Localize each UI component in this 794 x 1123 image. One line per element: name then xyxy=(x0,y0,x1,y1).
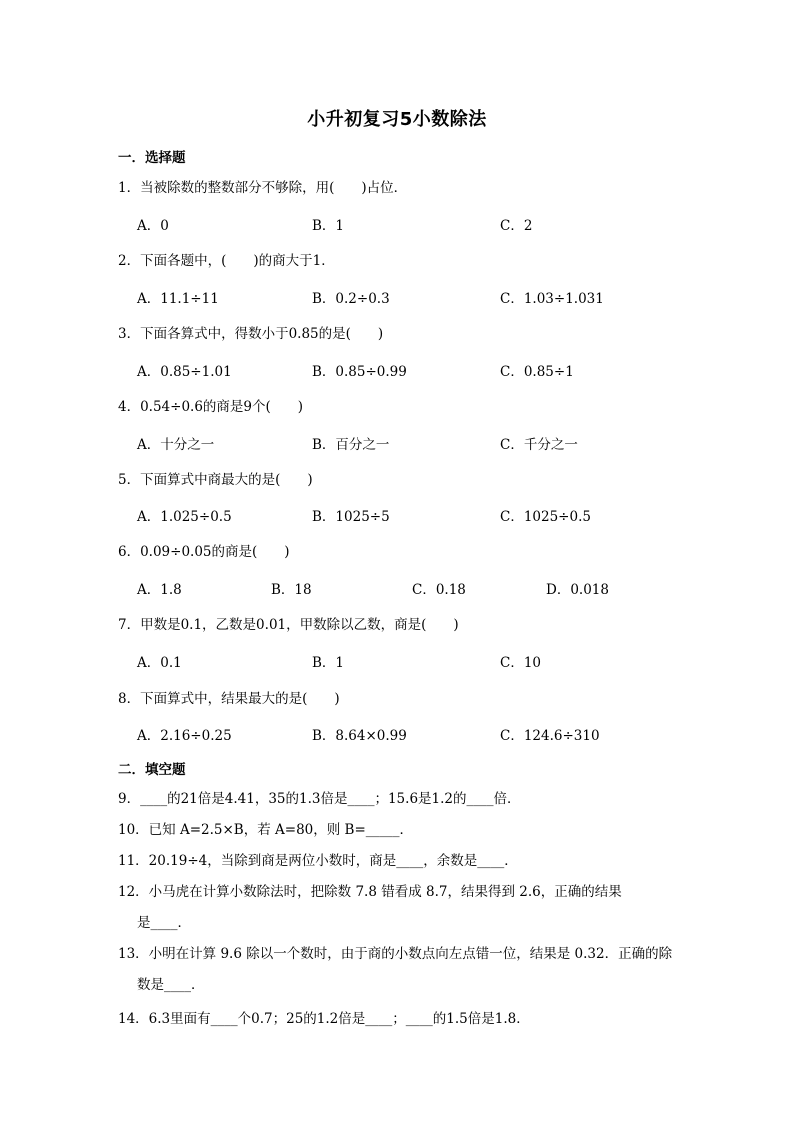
option-b[interactable]: B．1 xyxy=(312,218,345,234)
fill-question: 11．20.19÷4，当除到商是两位小数时，商是____，余数是____． xyxy=(118,853,518,869)
option-a[interactable]: A．1.025÷0.5 xyxy=(137,509,232,525)
question-stem: 7．甲数是0.1，乙数是0.01，甲数除以乙数，商是( ) xyxy=(118,617,459,633)
option-b[interactable]: B．百分之一 xyxy=(312,437,390,453)
option-c[interactable]: C．1.03÷1.031 xyxy=(500,291,604,307)
question-stem: 5．下面算式中商最大的是( ) xyxy=(118,472,313,488)
option-c[interactable]: C．千分之一 xyxy=(500,437,578,453)
page-title: 小升初复习5小数除法 xyxy=(307,109,487,130)
option-b[interactable]: B．0.85÷0.99 xyxy=(312,364,407,380)
fill-question: 12．小马虎在计算小数除法时，把除数 7.8 错看成 8.7，结果得到 2.6，正确的结果 xyxy=(118,884,622,900)
fill-question: 10．已知 A=2.5×B，若 A=80，则 B=_____． xyxy=(118,822,414,838)
option-c[interactable]: C．0.18 xyxy=(412,582,466,598)
fill-question: 14．6.3里面有____个0.7；25的1.2倍是____；____的1.5倍是1.8． xyxy=(118,1011,530,1027)
option-c[interactable]: C．2 xyxy=(500,218,533,234)
option-a[interactable]: A．0.1 xyxy=(137,655,182,671)
fill-question: 13．小明在计算 9.6 除以一个数时，由于商的小数点向左点错一位，结果是 0.32．正确的除 xyxy=(118,946,673,962)
question-stem: 8．下面算式中，结果最大的是( ) xyxy=(118,691,340,707)
option-c[interactable]: C．10 xyxy=(500,655,542,671)
option-b[interactable]: B．0.2÷0.3 xyxy=(312,291,390,307)
question-stem: 4．0.54÷0.6的商是9个( ) xyxy=(118,399,304,415)
option-a[interactable]: A．0 xyxy=(137,218,169,234)
section-heading-fill: 二．填空题 xyxy=(118,762,186,778)
question-stem: 3．下面各算式中，得数小于0.85的是( ) xyxy=(118,326,384,342)
option-b[interactable]: B．18 xyxy=(271,582,312,598)
option-c[interactable]: C．124.6÷310 xyxy=(500,728,600,744)
option-a[interactable]: A．十分之一 xyxy=(137,437,215,453)
fill-question: 9．____的21倍是4.41，35的1.3倍是____；15.6是1.2的____倍． xyxy=(118,791,521,807)
option-c[interactable]: C．1025÷0.5 xyxy=(500,509,591,525)
option-c[interactable]: C．0.85÷1 xyxy=(500,364,574,380)
question-stem: 2．下面各题中，( )的商大于1． xyxy=(118,253,335,269)
option-a[interactable]: A．11.1÷11 xyxy=(137,291,219,307)
option-a[interactable]: A．1.8 xyxy=(137,582,182,598)
option-b[interactable]: B．1025÷5 xyxy=(312,509,390,525)
fill-question-continuation: 是____． xyxy=(137,915,191,931)
fill-question-continuation: 数是____． xyxy=(137,977,205,993)
section-heading-choice: 一．选择题 xyxy=(118,150,186,166)
option-b[interactable]: B．8.64×0.99 xyxy=(312,728,407,744)
question-stem: 6．0.09÷0.05的商是( ) xyxy=(118,544,290,560)
option-d[interactable]: D．0.018 xyxy=(546,582,609,598)
option-b[interactable]: B．1 xyxy=(312,655,345,671)
question-stem: 1．当被除数的整数部分不够除，用( )占位． xyxy=(118,180,408,196)
option-a[interactable]: A．2.16÷0.25 xyxy=(137,728,232,744)
option-a[interactable]: A．0.85÷1.01 xyxy=(137,364,232,380)
